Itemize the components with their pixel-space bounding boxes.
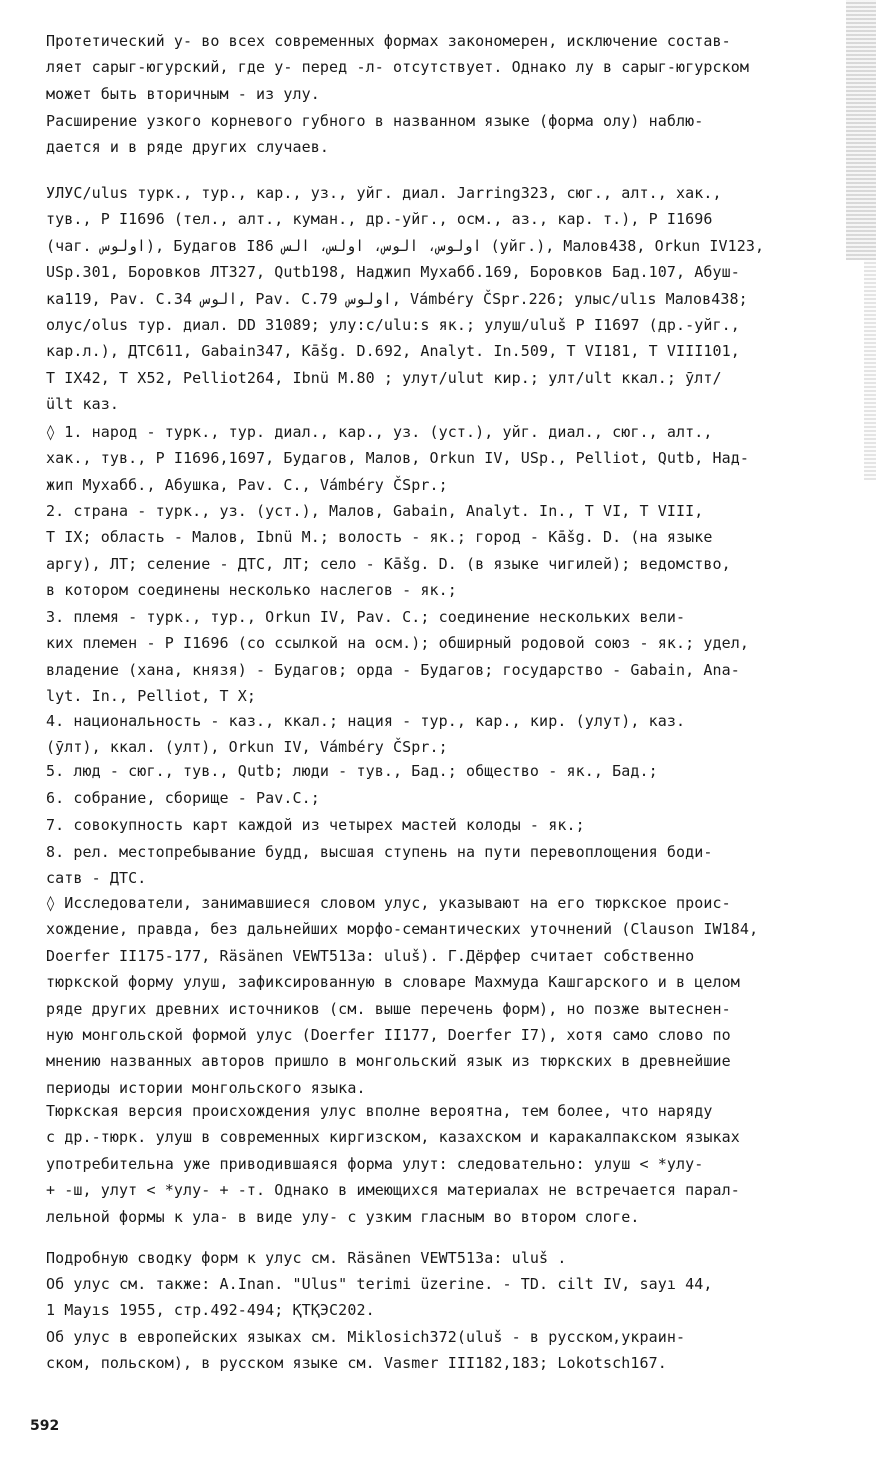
text-line: употребительна уже приводившаяся форма улут: следовательно: улуш < *улу- — [46, 1154, 704, 1173]
text-line: тюркской форму улуш, зафиксированную в словаре Махмуда Кашгарского и в целом — [46, 973, 740, 992]
paragraph — [46, 785, 852, 811]
text-line: ких племен - Р I1696 (со ссылкой на осм.); обширный родовой союз - як.; удел, — [46, 634, 750, 653]
text-line: ляет сарыг-югурский, где у- перед -л- отсутствует. Однако лу в сарыг-югурском — [46, 58, 750, 77]
text-line: мнению названных авторов пришло в монгольский язык из тюркских в древнейшие — [46, 1052, 731, 1071]
text-line: + -ш, улут < *улу- + -т. Однако в имеющихся материалах не встречается парал- — [46, 1181, 740, 1200]
text-line: Т IX; область - Малов, Ibnü M.; волость - як.; город - Kāšg. D. (на языке — [46, 528, 713, 547]
paragraph — [46, 498, 852, 604]
text-line: Об улус в европейских языках см. Miklosich372(uluš - в русском,украин- — [46, 1328, 686, 1346]
text-line: lyt. In., Pelliot, Т X; — [46, 687, 257, 706]
text-line: жип Мухабб., Абушка, Pav. C., Vámbéry ČSpr.; — [46, 475, 448, 494]
paragraph — [46, 108, 852, 161]
text-line: 2. страна - турк., уз. (уст.), Малов, Gabain, Analyt. In., Т VI, Т VIII, — [46, 502, 704, 520]
text-line: ную монгольской формой улус (Doerfer II177, Doerfer I7), хотя само слово по — [46, 1025, 731, 1044]
text-line: ◊ 1. народ - турк., тур. диал., кар., уз. (уст.), уйг. диал., сюг., алт., — [46, 423, 713, 441]
text-line: в котором соединены несколько наслегов - як.; — [46, 581, 457, 600]
text-line: может быть вторичным - из улу. — [46, 84, 320, 103]
paragraph — [46, 812, 852, 838]
text-line: дается и в ряде других случаев. — [46, 138, 330, 157]
text-line: (чаг. اولوس), Будагов I86 ‌اولوس، الوس، اولس، الس (уйг.), Малов438, Orkun IV123, — [46, 236, 765, 255]
text-line: Подробную сводку форм к улус см. Räsänen VEWT513a: uluš . — [46, 1249, 567, 1267]
text-line: владение (хана, князя) - Будагов; орда - Будагов; государство - Gabain, Ana- — [46, 660, 740, 679]
text-line: лельной формы к ула- в виде улу- с узким гласным во втором слоге. — [46, 1207, 640, 1226]
paragraph — [46, 1324, 852, 1377]
text-line: периоды истории монгольского языка. — [46, 1078, 366, 1097]
paragraph — [46, 180, 852, 418]
text-line: ült каз. — [46, 395, 120, 414]
paragraph — [46, 890, 852, 1101]
paragraph — [46, 758, 852, 784]
text-line: USp.301, Боровков ЛТ327, Qutb198, Наджип Мухабб.169, Боровков Бад.107, Абуш- — [46, 263, 740, 282]
paragraph — [46, 708, 852, 761]
text-line: ском, польском), в русском языке см. Vasmer III182,183; Lokotsch167. — [46, 1354, 667, 1373]
text-line: 6. собрание, сборище - Pav.C.; — [46, 789, 320, 807]
text-line: аргу), ЛТ; селение - ДТС, ЛТ; село - Kāšg. D. (в языке чигилей); ведомство, — [46, 554, 731, 573]
text-line: Протетический у- во всех современных формах закономерен, исключение состав- — [46, 32, 731, 50]
text-line: Тюркская версия происхождения улус вполне вероятна, тем более, что наряду — [46, 1102, 713, 1120]
paragraph — [46, 839, 852, 892]
paragraph — [46, 1271, 852, 1324]
scan-edge-shadow — [864, 260, 876, 480]
text-line: хождение, правда, без дальнейших морфо-семантических уточнений (Clauson IW184, — [46, 920, 759, 939]
text-line: олус/olus тур. диал. DD 31089; улу:с/ulu:s як.; улуш/uluš Р I1697 (др.-уйг., — [46, 315, 740, 334]
paragraph — [46, 604, 852, 710]
text-line: тув., Р I1696 (тел., алт., куман., др.-уйг., осм., аз., кар. т.), Р I1696 — [46, 210, 713, 229]
text-line: кар.л.), ДТС611, Gabain347, Kāšg. D.692, Analyt. In.509, Т VI181, Т VIII101, — [46, 342, 740, 361]
text-line: Doerfer II175-177, Räsänen VEWT513a: uluš). Г.Дёрфер считает собственно — [46, 946, 695, 965]
text-line: 4. национальность - каз., ккал.; нация - тур., кар., кир. (улут), каз. — [46, 712, 686, 730]
text-line: 5. люд - сюг., тув., Qutb; люди - тув., Бад.; общество - як., Бад.; — [46, 762, 658, 780]
paragraph — [46, 1245, 852, 1271]
text-line: хак., тув., Р I1696,1697, Будагов, Малов, Orkun IV, USp., Pelliot, Qutb, Над- — [46, 449, 750, 468]
paragraph — [46, 28, 852, 107]
text-line: ка119, Pav. C.34 الوس, Pav. C.79 اولوس, Vámbéry ČSpr.226; улыс/ulıs Малов438; — [46, 289, 748, 308]
text-line: с др.-тюрк. улуш в современных киргизском, казахском и каракалпакском языках — [46, 1128, 740, 1147]
text-line: ◊ Исследователи, занимавшиеся словом улус, указывают на его тюркское проис- — [46, 894, 731, 912]
text-line: сатв - ДТС. — [46, 869, 147, 888]
text-line: ряде других древних источников (см. выше перечень форм), но позже вытеснен- — [46, 999, 731, 1018]
text-line: Т IX42, Т X52, Pelliot264, Ibnü M.80 ; улут/ulut кир.; улт/ult ккал.; ӯлт/ — [46, 368, 722, 387]
text-line: 3. племя - турк., тур., Orkun IV, Pav. C.; соединение нескольких вели- — [46, 608, 686, 626]
page-number: 592 — [30, 1418, 60, 1434]
text-line: 7. совокупность карт каждой из четырех мастей колоды - як.; — [46, 816, 585, 834]
text-line: УЛУС/ulus турк., тур., кар., уз., уйг. диал. Jarring323, сюг., алт., хак., — [46, 184, 722, 202]
text-line: 1 Mayıs 1955, стр.492-494; ҚТҚЭС202. — [46, 1301, 375, 1320]
text-line: (ӯлт), ккал. (улт), Orkun IV, Vámbéry ČSpr.; — [46, 738, 448, 757]
text-line: Об улус см. также: A.Inan. "Ulus" terimi üzerine. - TD. cilt IV, sayı 44, — [46, 1275, 713, 1293]
text-line: 8. рел. местопребывание будд, высшая ступень на пути перевоплощения боди- — [46, 843, 713, 861]
paragraph — [46, 419, 852, 498]
paragraph — [46, 1098, 852, 1230]
text-line: Расширение узкого корневого губного в названном языке (форма олу) наблю- — [46, 112, 704, 130]
